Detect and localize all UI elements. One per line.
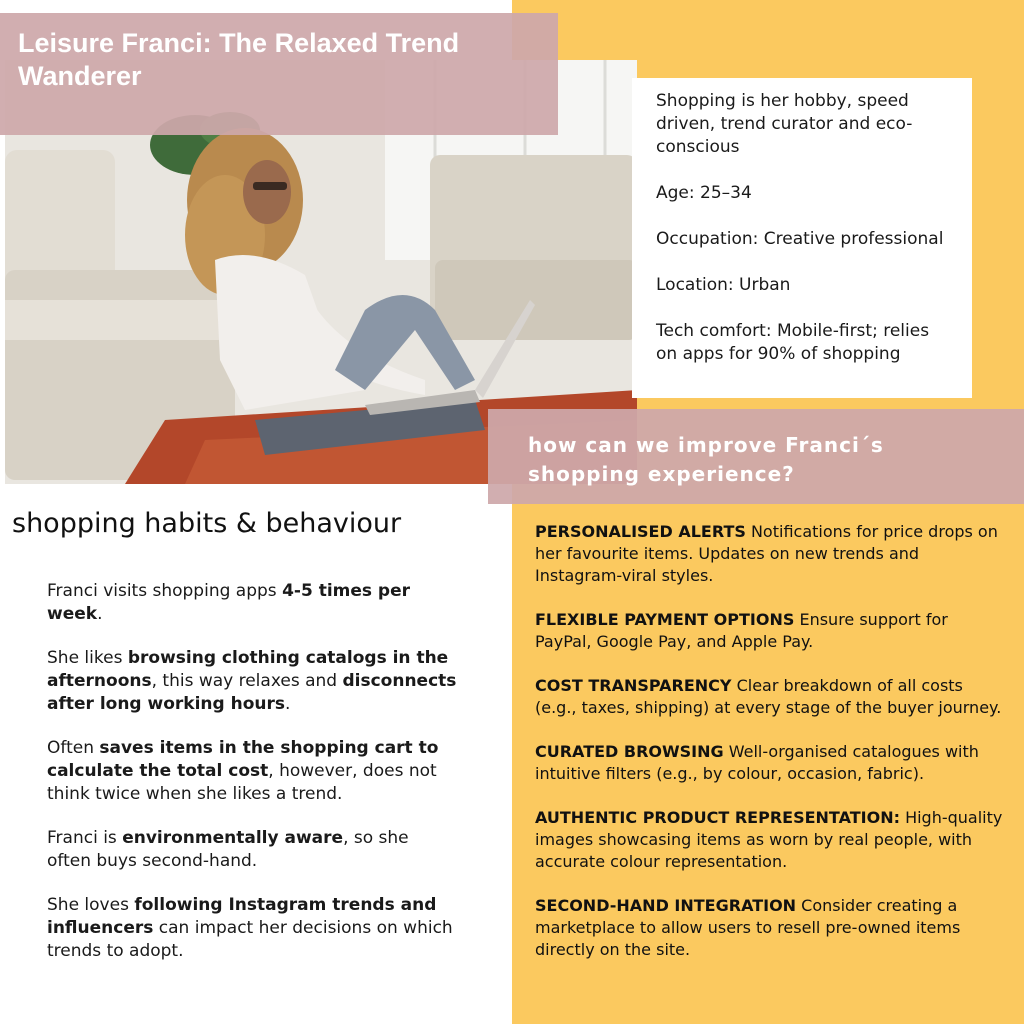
- profile-occupation: Occupation: Creative professional: [656, 229, 944, 249]
- habit-item: [47, 580, 457, 626]
- profile-location: Location: Urban: [656, 275, 791, 295]
- habit-text: She likes: [47, 648, 128, 668]
- habit-highlight: browsing clothing catalogs in the afternoons: [47, 648, 449, 691]
- habit-highlight: following Instagram trends and influencers: [47, 895, 437, 938]
- habit-text: Often: [47, 738, 100, 758]
- improvement-item: [535, 807, 1005, 873]
- habit-text: can impact her decisions on which trends to adopt.: [47, 918, 453, 961]
- profile-age: Age: 25–34: [656, 183, 752, 203]
- profile-card: [632, 78, 972, 398]
- habit-item: [47, 737, 457, 806]
- habit-text: Franci is: [47, 828, 123, 848]
- improvement-text: Clear breakdown of all costs (e.g., taxes, shipping) at every stage of the buyer journey.: [535, 676, 1002, 717]
- habit-text: She loves: [47, 895, 135, 915]
- improvement-item: [535, 895, 1005, 961]
- profile-summary: Shopping is her hobby, speed driven, trend curator and eco-conscious: [656, 91, 913, 157]
- habit-text: , however, does not think twice when she likes a trend.: [47, 761, 437, 804]
- improvement-text: Notifications for price drops on her favourite items. Updates on new trends and Instagram-viral styles.: [535, 522, 998, 585]
- habits-heading: shopping habits & behaviour: [12, 508, 402, 539]
- improvements-list: [535, 521, 1005, 983]
- title-banner: [0, 13, 558, 135]
- habits-list: [47, 580, 457, 984]
- habit-item: [47, 827, 457, 873]
- improvement-item: [535, 609, 1005, 653]
- habit-item: [47, 647, 457, 716]
- improvement-text: Well-organised catalogues with intuitive filters (e.g., by colour, occasion, fabric).: [535, 742, 979, 783]
- habit-text: .: [97, 604, 103, 624]
- improvement-label: COST TRANSPARENCY: [535, 676, 732, 695]
- persona-title: Leisure Franci: The Relaxed Trend Wanderer: [18, 28, 460, 91]
- improvement-label: FLEXIBLE PAYMENT OPTIONS: [535, 610, 795, 629]
- improvement-item: [535, 675, 1005, 719]
- habit-highlight: disconnects after long working hours: [47, 671, 457, 714]
- improvement-label: AUTHENTIC PRODUCT REPRESENTATION:: [535, 808, 900, 827]
- improvement-item: [535, 741, 1005, 785]
- habit-highlight: 4-5 times per week: [47, 581, 411, 624]
- habit-text: , so she often buys second-hand.: [47, 828, 409, 871]
- improvement-text: Ensure support for PayPal, Google Pay, and Apple Pay.: [535, 610, 948, 651]
- habit-highlight: saves items in the shopping cart to calculate the total cost: [47, 738, 439, 781]
- improvement-item: [535, 521, 1005, 587]
- question-banner: [488, 409, 1024, 504]
- profile-tech-comfort: Tech comfort: Mobile-first; relies on apps for 90% of shopping: [656, 321, 930, 364]
- improvement-label: SECOND-HAND INTEGRATION: [535, 896, 797, 915]
- habit-text: .: [285, 694, 291, 714]
- improvement-text: Consider creating a marketplace to allow users to resell pre-owned items directly on the site.: [535, 896, 961, 959]
- question-heading: how can we improve Franci´s shopping experience?: [528, 433, 884, 486]
- improvement-label: CURATED BROWSING: [535, 742, 724, 761]
- improvement-text: High-quality images showcasing items as worn by real people, with accurate colour representation.: [535, 808, 1003, 871]
- habit-text: , this way relaxes and: [151, 671, 343, 691]
- habit-item: [47, 894, 457, 963]
- habit-highlight: environmentally aware: [122, 828, 344, 848]
- improvement-label: PERSONALISED ALERTS: [535, 522, 746, 541]
- habit-text: Franci visits shopping apps: [47, 581, 283, 601]
